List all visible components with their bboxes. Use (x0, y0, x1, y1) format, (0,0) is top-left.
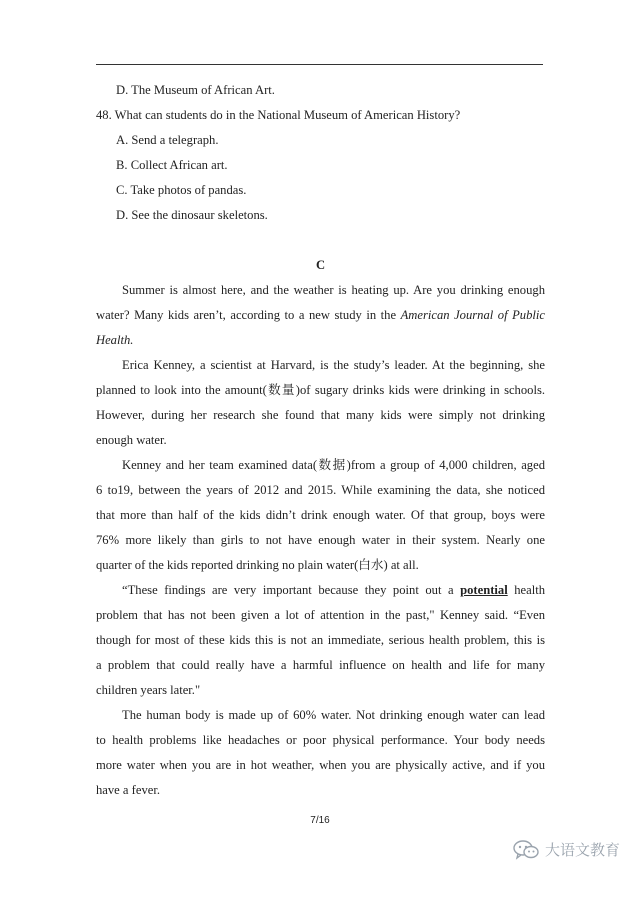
page-number: 7/16 (310, 815, 330, 826)
p2-line-2: planned to look into the amount(数量)of sugary drinks kids were drinking in schools. (96, 383, 545, 397)
question-48-option-a: A. Send a telegraph. (116, 133, 219, 147)
p4-line-3: though for most of these kids this is not an immediate, serious health problem, this is (96, 633, 545, 647)
p4-line-2: problem that has not been given a lot of attention in the past," Kenney said. “Even (96, 608, 545, 622)
p2-line-1: Erica Kenney, a scientist at Harvard, is the study’s leader. At the beginning, she (122, 358, 545, 372)
p5-line-2: to health problems like headaches or poor physical performance. Your body needs (96, 733, 545, 747)
p3-line-2: 6 to19, between the years of 2012 and 2015. While examining the data, she noticed (96, 483, 545, 497)
p1-line-2-text: water? Many kids aren’t, according to a new study in the (96, 308, 401, 322)
document-body (96, 78, 545, 803)
p2-line-4: enough water. (96, 433, 167, 447)
p5-line-4: have a fever. (96, 783, 160, 797)
p5-line-3: more water when you are in hot weather, when you are physically active, and if you (96, 758, 545, 772)
p5-line-1: The human body is made up of 60% water. Not drinking enough water can lead (122, 708, 545, 722)
p3-line-4: 76% more likely than girls to not have enough water in their system. Nearly one (96, 533, 545, 547)
p4-line-1 (96, 578, 545, 603)
question-48-option-b: B. Collect African art. (116, 158, 228, 172)
p2-line-3: However, during her research she found that many kids were simply not drinking (96, 408, 545, 422)
p4-line-4: a problem that could really have a harmful influence on health and life for many (96, 658, 545, 672)
underlined-word-potential: potential (460, 583, 508, 597)
question-48-stem: 48. What can students do in the National Museum of American History? (96, 108, 461, 122)
journal-name-end: Health. (96, 333, 134, 347)
p3-line-5: quarter of the kids reported drinking no plain water(白水) at all. (96, 558, 419, 572)
p1-line-2 (96, 303, 545, 328)
p1-line-1: Summer is almost here, and the weather is heating up. Are you drinking enough (122, 283, 545, 297)
p3-line-1: Kenney and her team examined data(数据)from a group of 4,000 children, aged (122, 458, 545, 472)
p1-line-3 (96, 328, 545, 353)
section-title: C (315, 258, 326, 272)
p4-line-1-a: “These findings are very important because they point out a (122, 583, 461, 597)
question-48-option-c: C. Take photos of pandas. (116, 183, 247, 197)
p4-line-5: children years later." (96, 683, 201, 697)
p4-line-1-b: health (507, 583, 545, 597)
journal-name: American Journal of Public (400, 308, 545, 322)
watermark-text: 大语文教育 (544, 841, 620, 859)
watermark (513, 839, 620, 860)
wechat-icon (513, 840, 539, 860)
header-rule (96, 64, 543, 65)
p3-line-3: that more than half of the kids didn’t drink enough water. Of that group, boys were (96, 508, 545, 522)
question-48-option-d: D. See the dinosaur skeletons. (116, 208, 268, 222)
option-d-prev: D. The Museum of African Art. (116, 83, 275, 97)
